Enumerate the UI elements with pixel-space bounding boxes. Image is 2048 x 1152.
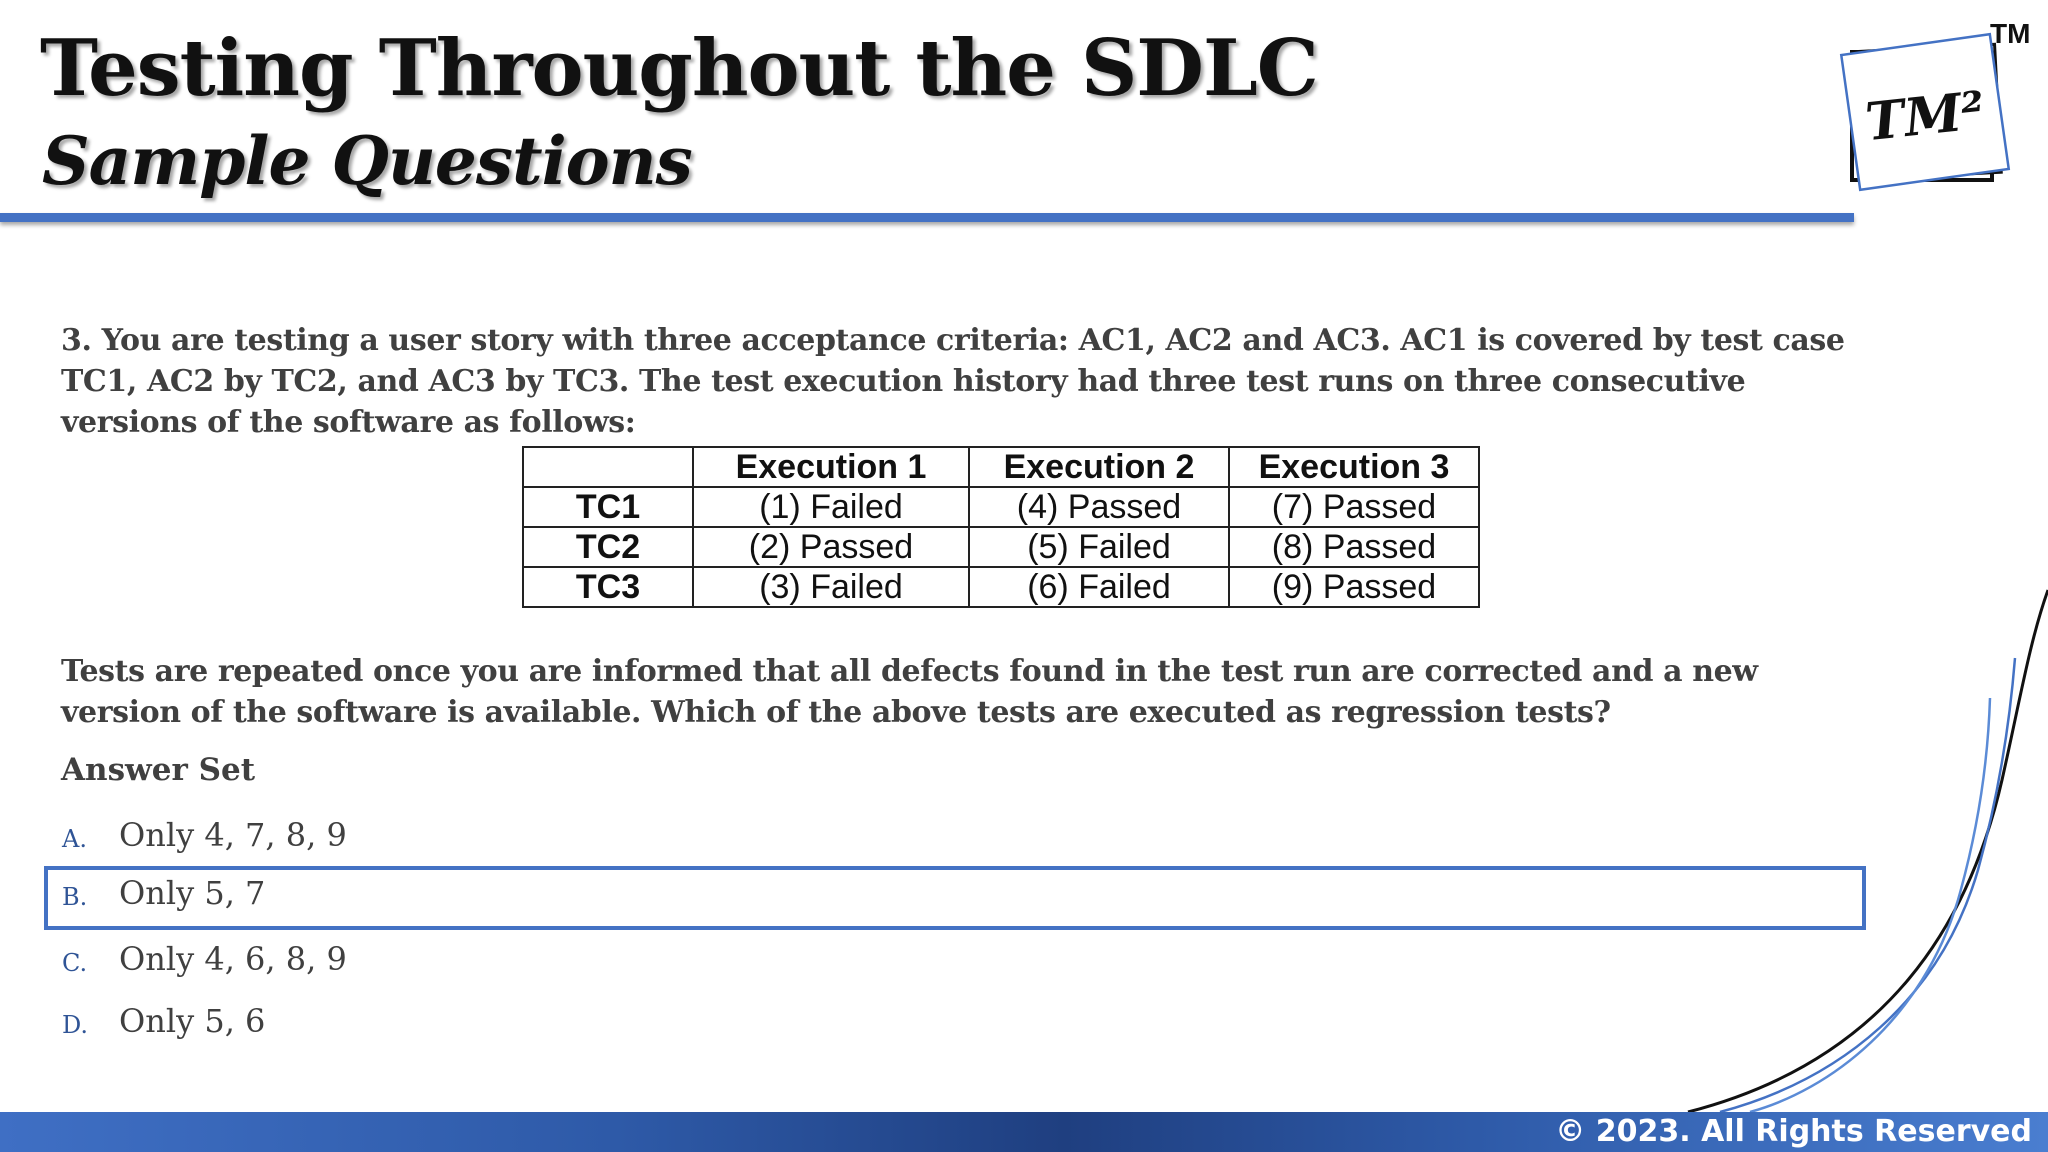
option-letter: C. (62, 949, 88, 977)
table-row-label: TC1 (523, 487, 693, 527)
table-cell: (6) Failed (969, 567, 1229, 607)
answer-option-a[interactable] (44, 808, 1866, 866)
table-row (523, 527, 1479, 567)
answer-set-heading: Answer Set (61, 752, 256, 788)
option-letter: A. (62, 825, 87, 853)
tm2-logo (1838, 30, 2038, 210)
table-cell: (1) Failed (693, 487, 969, 527)
table-cell: (8) Passed (1229, 527, 1479, 567)
logo-text: TM² (1862, 80, 1988, 154)
question-text: 3. You are testing a user story with three acceptance criteria: AC1, AC2 and AC3. AC1 is covered by test case TC1, AC2 by TC2, and AC3 by TC3. The test execution history had three test runs on three consecutive versions of the software as follows: (61, 323, 1845, 440)
header-divider (0, 213, 1854, 222)
decorative-curves (1660, 580, 2048, 1120)
table-header-row (523, 447, 1479, 487)
option-letter: B. (62, 883, 88, 911)
execution-history-table (522, 446, 1480, 608)
table-row-label: TC3 (523, 567, 693, 607)
trademark-symbol: TM (1990, 18, 2031, 49)
footer-bar (0, 1112, 2048, 1152)
answer-option-d[interactable] (44, 994, 1866, 1052)
table-cell: (5) Failed (969, 527, 1229, 567)
table-cell: (3) Failed (693, 567, 969, 607)
table-row (523, 567, 1479, 607)
table-cell: (7) Passed (1229, 487, 1479, 527)
table-cell: (2) Passed (693, 527, 969, 567)
table-cell: (9) Passed (1229, 567, 1479, 607)
table-row-label: TC2 (523, 527, 693, 567)
option-letter: D. (62, 1011, 89, 1039)
table-header-cell: Execution 3 (1229, 447, 1479, 487)
option-text: Only 5, 6 (119, 1002, 266, 1040)
copyright-text: © 2023. All Rights Reserved (1555, 1114, 2032, 1149)
question-followup-text: Tests are repeated once you are informed that all defects found in the test run are corrected and a new version of the software is available. Which of the above tests are executed as regression tests? (61, 654, 1758, 730)
table-header-cell (523, 447, 693, 487)
answer-option-c[interactable] (44, 932, 1866, 990)
table-row (523, 487, 1479, 527)
page-title: Testing Throughout the SDLC (40, 23, 1318, 114)
table-header-cell: Execution 2 (969, 447, 1229, 487)
page-subtitle: Sample Questions (42, 122, 692, 200)
answer-option-b[interactable] (44, 866, 1866, 930)
table-header-cell: Execution 1 (693, 447, 969, 487)
option-text: Only 5, 7 (119, 874, 266, 912)
option-text: Only 4, 6, 8, 9 (119, 940, 347, 978)
table-cell: (4) Passed (969, 487, 1229, 527)
option-text: Only 4, 7, 8, 9 (119, 816, 347, 854)
